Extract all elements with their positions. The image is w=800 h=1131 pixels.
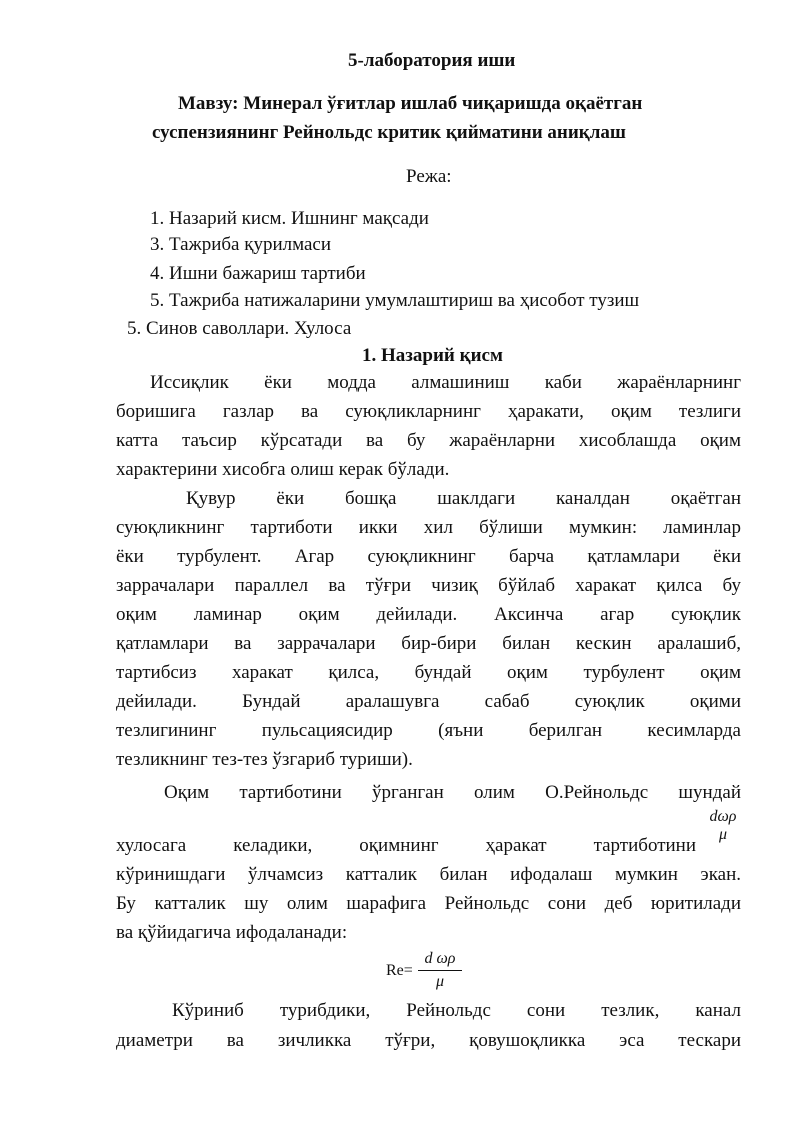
paragraph-line: тезликнинг тез-тез ўзгариб туриши). <box>116 749 413 770</box>
paragraph-line: Иссиқлик ёки модда алмашиниш каби жараёнларнинг <box>150 372 741 393</box>
plan-item: 1. Назарий кисм. Ишнинг мақсади <box>150 208 429 229</box>
paragraph-line: Бу катталик шу олим шарафига Рейнольдс сони деб юритилади <box>116 893 741 914</box>
paragraph-line: диаметри ва зичликка тўғри, қовушоқликка эса тескари <box>116 1030 741 1051</box>
topic-line-2: суспензиянинг Рейнольдс критик қийматини аниқлаш <box>152 122 626 143</box>
reynolds-formula-fraction <box>418 950 462 991</box>
reynolds-formula-lhs: Re= <box>386 962 413 979</box>
inline-reynolds-fraction <box>704 808 742 844</box>
paragraph-line: Оқим тартиботини ўрганган олим О.Рейнольдс шундай <box>164 782 741 803</box>
paragraph-line: дейилади. Бундай аралашувга сабаб суюқлик оқими <box>116 691 741 712</box>
plan-title: Режа: <box>406 166 452 187</box>
paragraph-line: суюқликнинг тартиботи икки хил бўлиши мумкин: ламинлар <box>116 517 741 538</box>
plan-item: 5. Тажриба натижаларини умумлаштириш ва ҳисобот тузиш <box>150 290 640 311</box>
paragraph-line: тезлигининг пульсациясидир (яъни берилган кесимларда <box>116 720 741 741</box>
paragraph-line: оқим ламинар оқим дейилади. Аксинча агар суюқлик <box>116 604 741 625</box>
paragraph-line: катта таъсир кўрсатади ва бу жараёнларни хисоблашда оқим <box>116 430 741 451</box>
fraction-bar <box>418 970 462 971</box>
lab-title: 5-лаборатория иши <box>348 50 516 71</box>
paragraph-line: Кўриниб турибдики, Рейнольдс сони тезлик, канал <box>172 1000 741 1021</box>
paragraph-line: Қувур ёки бошқа шаклдаги каналдан оқаётган <box>186 488 741 509</box>
paragraph-line: қатламлари ва заррачалари бир-бири билан кескин аралашиб, <box>116 633 741 654</box>
paragraph-line: ва қўйидагича ифодаланади: <box>116 922 348 943</box>
paragraph-line: заррачалари параллел ва тўғри чизиқ бўйлаб харакат қилса бу <box>116 575 741 596</box>
formula-denominator: μ <box>435 973 445 990</box>
section-heading: 1. Назарий қисм <box>362 345 503 366</box>
formula-numerator: d ωρ <box>424 950 456 967</box>
plan-item: 4. Ишни бажариш тартиби <box>150 263 366 284</box>
topic-line-1: Мавзу: Минерал ўғитлар ишлаб чиқаришда оқаётган <box>178 93 643 114</box>
plan-item: 5. Синов саволлари. Хулоса <box>127 318 352 339</box>
paragraph-line: характерини хисобга олиш керак бўлади. <box>116 459 450 480</box>
plan-item: 3. Тажриба қурилмаси <box>150 234 332 255</box>
fraction-denominator: μ <box>718 826 728 843</box>
paragraph-line: ёки турбулент. Агар суюқликнинг барча қатламлари ёки <box>116 546 741 567</box>
fraction-numerator: dωρ <box>709 808 737 825</box>
paragraph-line: кўринишдаги ўлчамсиз катталик билан ифодалаш мумкин экан. <box>116 864 741 885</box>
paragraph-line: боришига газлар ва суюқликларнинг ҳаракати, оқим тезлиги <box>116 401 741 422</box>
paragraph-line: тартибсиз харакат қилса, бундай оқим турбулент оқим <box>116 662 741 683</box>
paragraph-line: хулосага келадики, оқимнинг ҳаракат тартиботини <box>116 835 696 856</box>
